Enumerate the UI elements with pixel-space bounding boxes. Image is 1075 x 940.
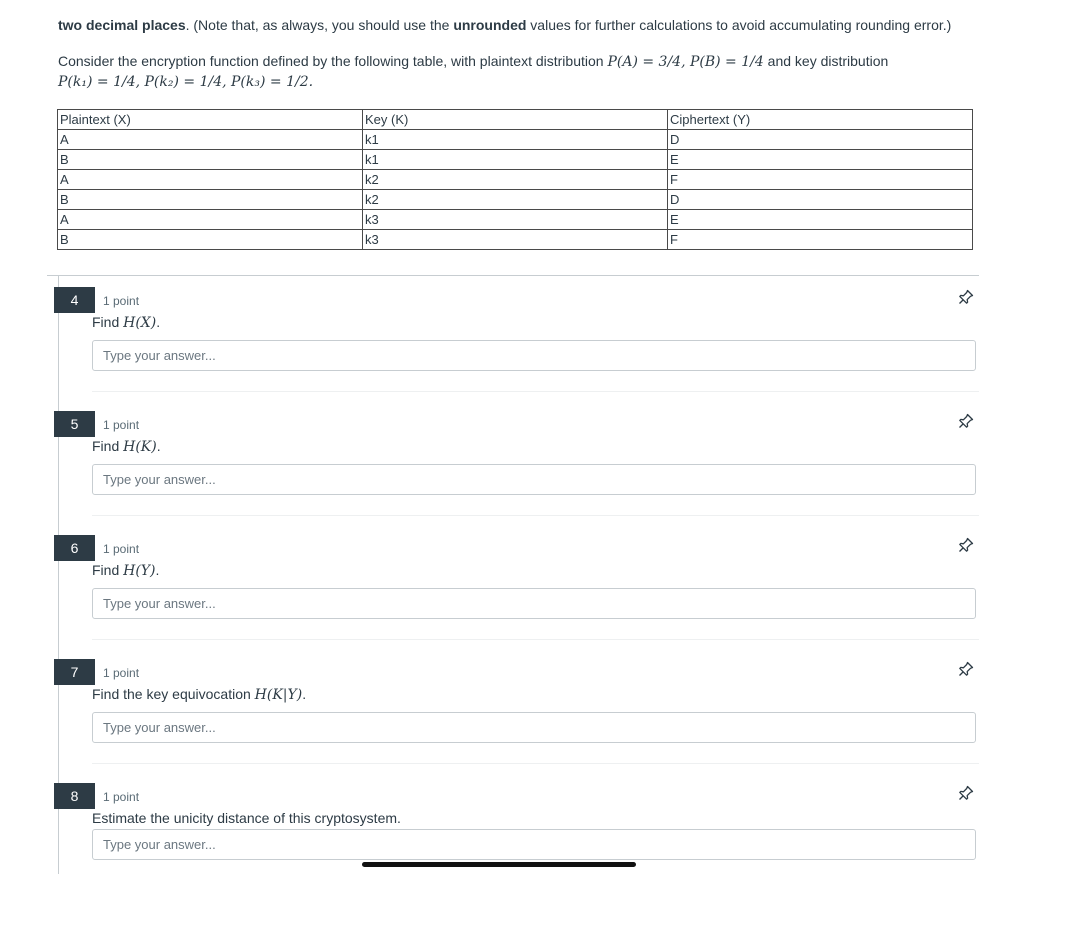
cell-key: k1 bbox=[363, 130, 668, 150]
problem-text-2: and key distribution bbox=[763, 53, 889, 69]
question-4 bbox=[54, 282, 979, 406]
prompt-text: Find the key equivocation bbox=[92, 686, 255, 702]
table-row bbox=[58, 170, 973, 190]
question-number: 5 bbox=[54, 411, 95, 437]
intro-text: . (Note that, as always, you should use the bbox=[185, 17, 454, 33]
answer-input[interactable] bbox=[92, 829, 976, 860]
question-points: 1 point bbox=[103, 790, 140, 804]
intro-unrounded: unrounded bbox=[453, 17, 527, 33]
table-row bbox=[58, 130, 973, 150]
question-7 bbox=[54, 654, 979, 778]
problem-statement bbox=[58, 52, 1048, 92]
horizontal-scrollbar[interactable] bbox=[362, 862, 636, 867]
intro-bold: two decimal places bbox=[58, 17, 186, 33]
question-separator bbox=[92, 763, 979, 764]
pin-icon[interactable] bbox=[957, 412, 975, 430]
cell-plaintext: A bbox=[58, 210, 363, 230]
problem-text-1: Consider the encryption function defined by the following table, with plaintext distribution bbox=[58, 53, 608, 69]
prompt-end: . bbox=[302, 686, 307, 702]
question-number: 7 bbox=[54, 659, 95, 685]
question-number: 6 bbox=[54, 535, 95, 561]
cell-key: k3 bbox=[363, 210, 668, 230]
question-prompt bbox=[92, 438, 161, 455]
question-separator bbox=[92, 515, 979, 516]
table-header-row bbox=[58, 110, 973, 130]
cell-plaintext: A bbox=[58, 130, 363, 150]
prompt-end: . bbox=[156, 438, 161, 454]
question-points: 1 point bbox=[103, 542, 140, 556]
cell-plaintext: B bbox=[58, 150, 363, 170]
cell-ciphertext: F bbox=[668, 170, 973, 190]
table-row bbox=[58, 210, 973, 230]
question-5 bbox=[54, 406, 979, 530]
pin-icon[interactable] bbox=[957, 784, 975, 802]
pin-icon[interactable] bbox=[957, 536, 975, 554]
question-prompt bbox=[92, 314, 160, 331]
prompt-math: H(K) bbox=[123, 439, 157, 455]
header-key: Key (K) bbox=[363, 110, 668, 130]
intro-tail: values for further calculations to avoid accumulating rounding error.) bbox=[526, 17, 952, 33]
plaintext-distribution: P(A) = 3/4, P(B) = 1/4 bbox=[607, 54, 764, 70]
table-row bbox=[58, 190, 973, 210]
table-row bbox=[58, 150, 973, 170]
cell-ciphertext: D bbox=[668, 130, 973, 150]
prompt-text: Find bbox=[92, 314, 124, 330]
prompt-math: H(Y) bbox=[123, 563, 156, 579]
cell-plaintext: B bbox=[58, 230, 363, 250]
cell-key: k2 bbox=[363, 170, 668, 190]
question-prompt bbox=[92, 686, 306, 703]
prompt-text: Estimate the unicity distance of this cryptosystem. bbox=[92, 810, 401, 826]
prompt-text: Find bbox=[92, 562, 124, 578]
encryption-table bbox=[57, 109, 973, 250]
answer-input[interactable] bbox=[92, 464, 976, 495]
answer-input[interactable] bbox=[92, 588, 976, 619]
cell-ciphertext: F bbox=[668, 230, 973, 250]
pin-icon[interactable] bbox=[957, 660, 975, 678]
answer-input[interactable] bbox=[92, 712, 976, 743]
cell-plaintext: A bbox=[58, 170, 363, 190]
question-separator bbox=[92, 639, 979, 640]
answer-input[interactable] bbox=[92, 340, 976, 371]
prompt-math: H(K|Y) bbox=[254, 687, 303, 703]
question-prompt bbox=[92, 810, 401, 827]
cell-plaintext: B bbox=[58, 190, 363, 210]
cell-ciphertext: E bbox=[668, 210, 973, 230]
question-prompt bbox=[92, 562, 159, 579]
cell-key: k3 bbox=[363, 230, 668, 250]
question-8 bbox=[54, 778, 979, 902]
question-6 bbox=[54, 530, 979, 654]
table-row bbox=[58, 230, 973, 250]
question-separator bbox=[92, 391, 979, 392]
question-points: 1 point bbox=[103, 418, 140, 432]
key-distribution: P(k₁) = 1/4, P(k₂) = 1/4, P(k₃) = 1/2. bbox=[58, 74, 314, 90]
cell-key: k1 bbox=[363, 150, 668, 170]
prompt-end: . bbox=[156, 314, 161, 330]
cell-ciphertext: E bbox=[668, 150, 973, 170]
question-points: 1 point bbox=[103, 294, 140, 308]
question-points: 1 point bbox=[103, 666, 140, 680]
question-number: 4 bbox=[54, 287, 95, 313]
header-plaintext: Plaintext (X) bbox=[58, 110, 363, 130]
prompt-math: H(X) bbox=[123, 315, 157, 331]
prompt-end: . bbox=[155, 562, 160, 578]
prompt-text: Find bbox=[92, 438, 124, 454]
section-divider bbox=[47, 275, 979, 276]
intro-note bbox=[58, 17, 1048, 33]
cell-ciphertext: D bbox=[668, 190, 973, 210]
question-number: 8 bbox=[54, 783, 95, 809]
pin-icon[interactable] bbox=[957, 288, 975, 306]
header-ciphertext: Ciphertext (Y) bbox=[668, 110, 973, 130]
cell-key: k2 bbox=[363, 190, 668, 210]
